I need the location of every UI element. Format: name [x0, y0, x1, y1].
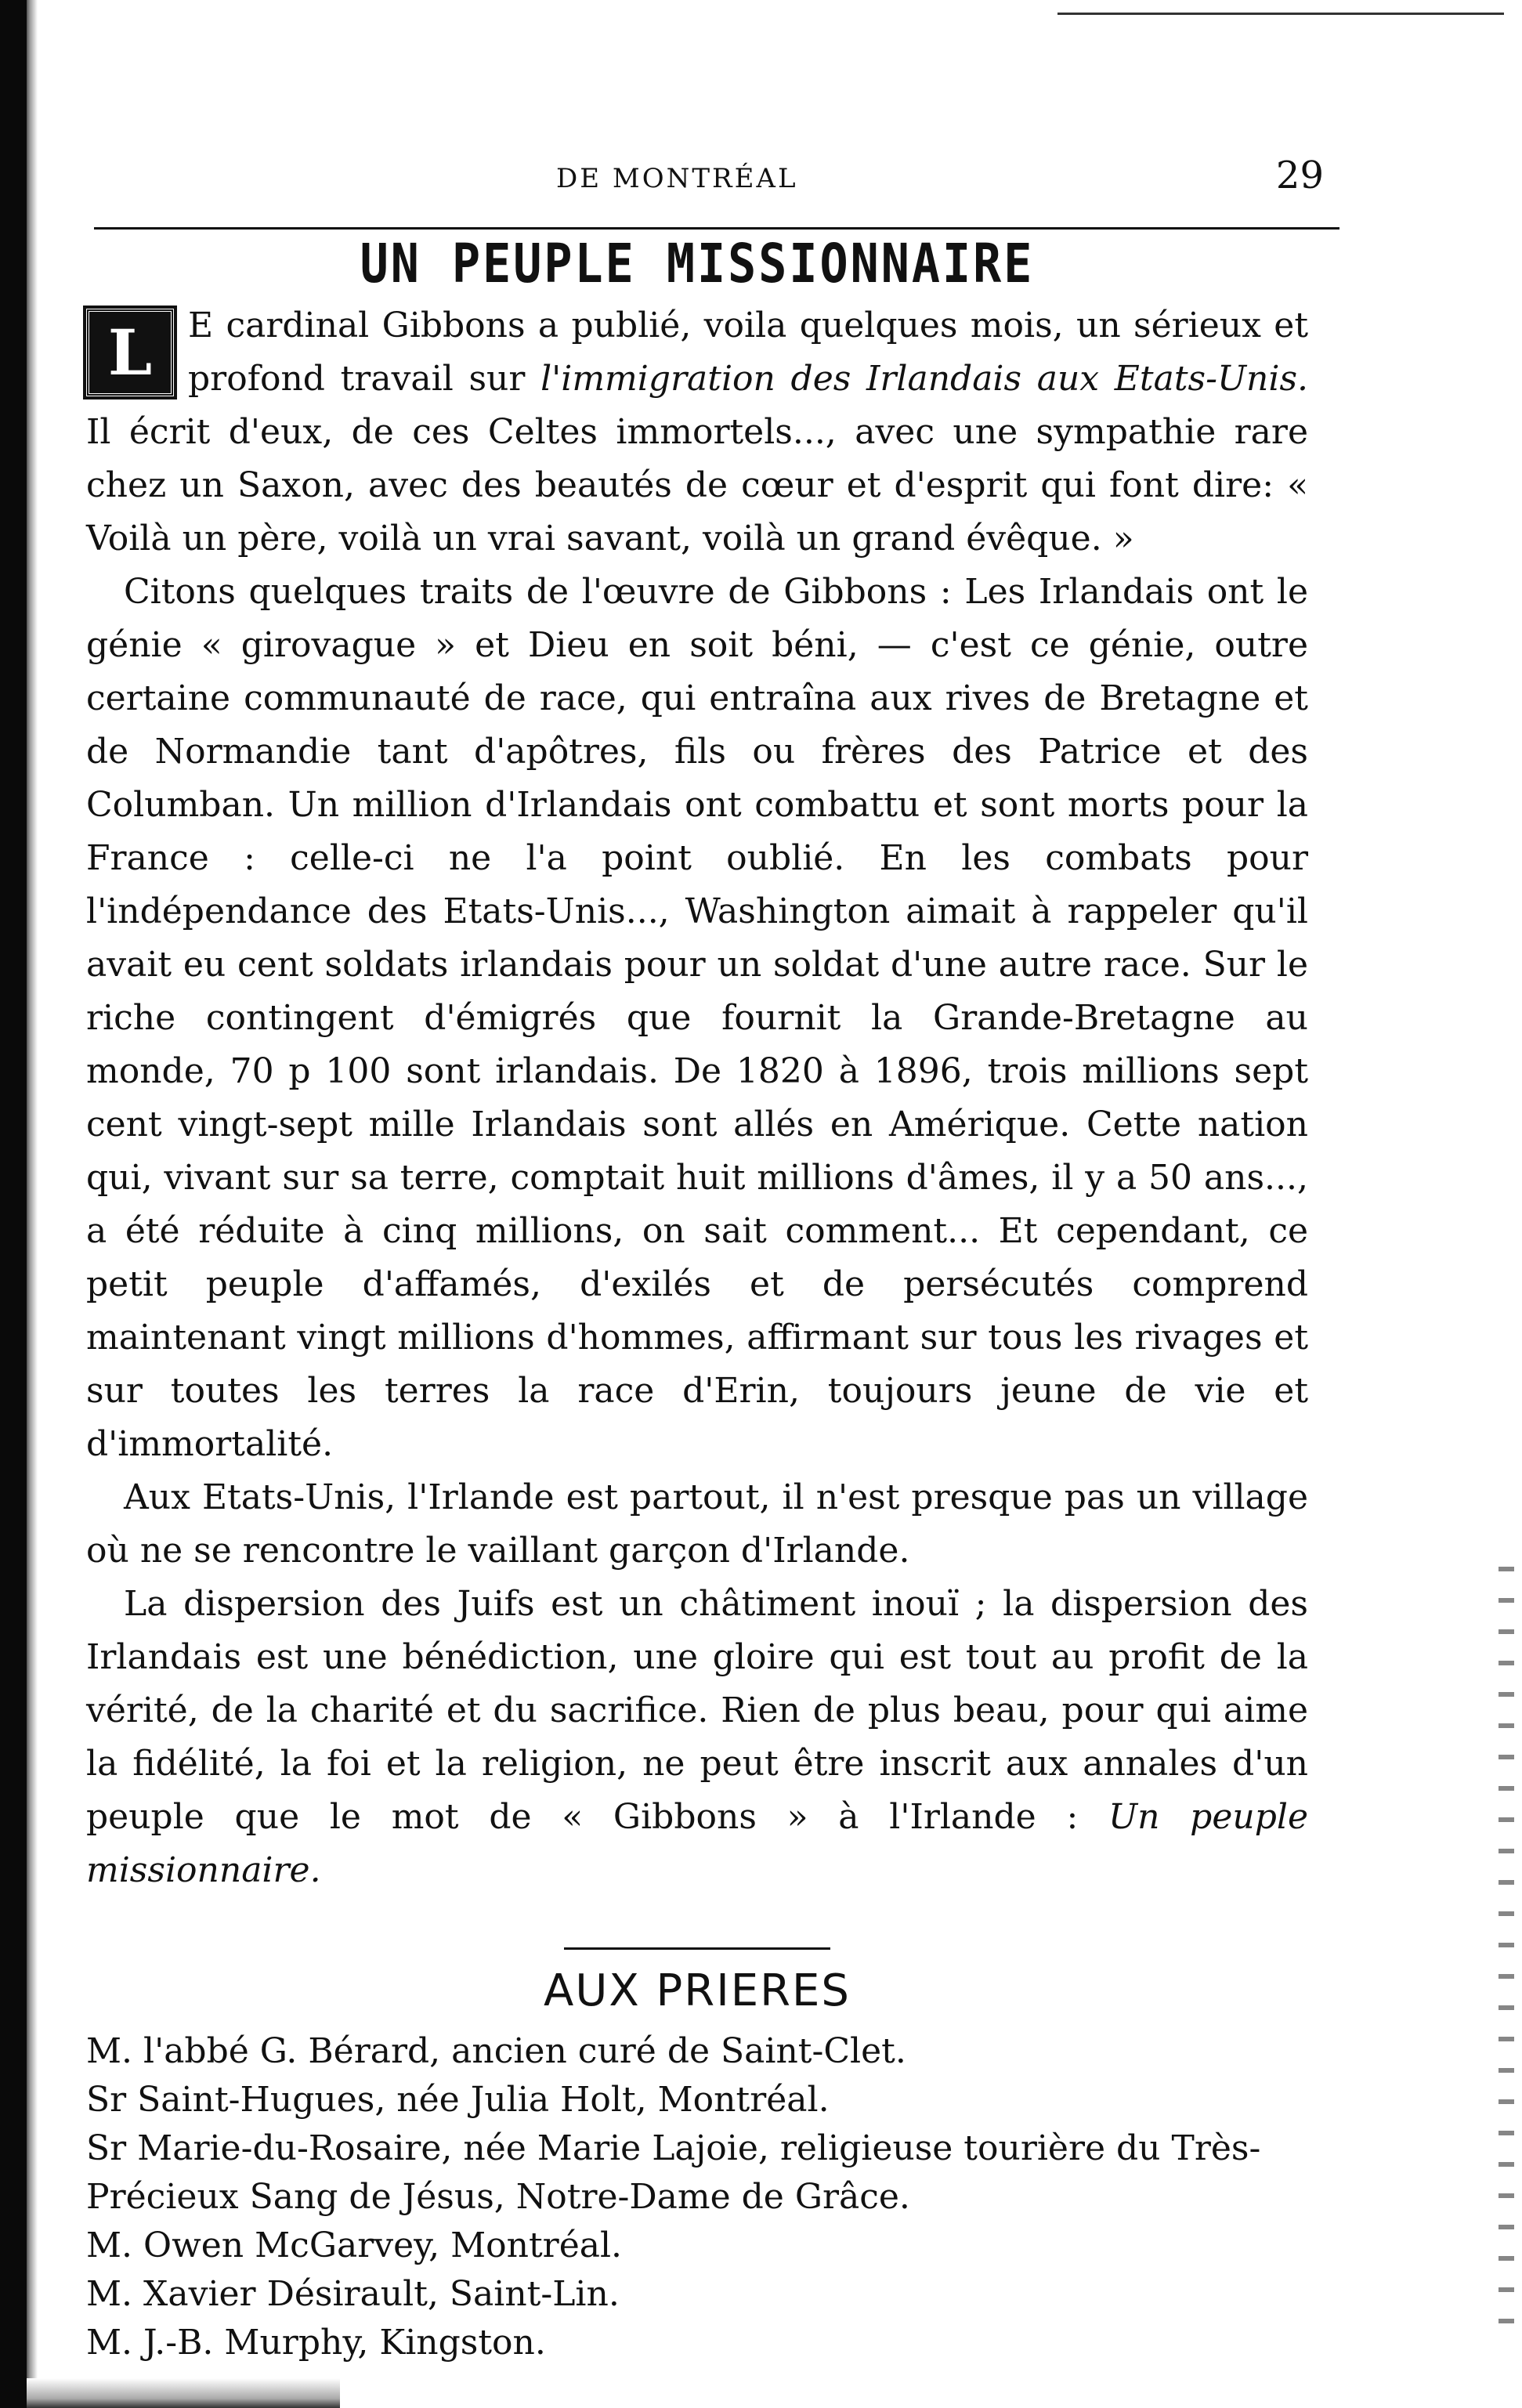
scan-binding-edge: [0, 0, 27, 2408]
paragraph-4: [86, 1578, 1308, 1897]
prayer-item: M. Xavier Désirault, Saint-Lin.: [86, 2274, 620, 2314]
running-head: DE MONTRÉAL: [556, 163, 798, 194]
paragraph-4-text: La dispersion des Juifs est un châtiment inouï ; la dispersion des Irlandais est une bénédiction, une gloire qui est tout au profit de la vérité, de la charité et du sacrifice. Rien de plus beau, pour qui aime la fidélité, la foi et la religion, ne peut être inscrit aux annales d'un peuple que le mot de « Gibbons » à l'Irlande :: [86, 1584, 1308, 1837]
prayer-item: Sr Marie-du-Rosaire, née Marie Lajoie, religieuse tourière du Très-Précieux Sang de Jésus, Notre-Dame de Grâce.: [86, 2128, 1261, 2217]
paragraph-4-italic: Un peuple missionnaire.: [86, 1797, 1308, 1890]
prayer-item: M. J.-B. Murphy, Kingston.: [86, 2323, 546, 2363]
prayer-list: [86, 2027, 1308, 2367]
article-title: UN PEUPLE MISSIONNAIRE: [360, 232, 1035, 296]
page-number: 29: [1275, 154, 1324, 197]
paragraph-1-italic: l'immigration des Irlandais aux Etats-Unis.: [540, 359, 1309, 399]
prayer-item: M. Owen McGarvey, Montréal.: [86, 2225, 623, 2265]
dropcap-letter: L: [86, 309, 174, 396]
scan-edge-shadow: [27, 0, 50, 2408]
scan-right-specks: [1499, 1567, 1514, 2350]
scan-top-mark: [1057, 13, 1504, 15]
section-divider: [564, 1947, 830, 1950]
header-rule: [94, 227, 1339, 230]
prayer-item: Sr Saint-Hugues, née Julia Holt, Montréal.: [86, 2080, 830, 2120]
paragraph-1-rest: Il écrit d'eux, de ces Celtes immortels..., avec une sympathie rare chez un Saxon, avec des beautés de cœur et d'esprit qui font dire: « Voilà un père, voilà un vrai savant, voilà un grand évêque. »: [86, 412, 1308, 559]
paragraph-3: Aux Etats-Unis, l'Irlande est partout, il n'est presque pas un village où ne se rencontre le vaillant garçon d'Irlande.: [86, 1477, 1308, 1571]
prayer-item: M. l'abbé G. Bérard, ancien curé de Saint-Clet.: [86, 2031, 906, 2071]
page-header: [86, 118, 1324, 204]
prayers-title: AUX PRIERES: [544, 1965, 851, 2016]
scan-bottom-shadow: [27, 2378, 340, 2408]
paragraph-2: Citons quelques traits de l'œuvre de Gibbons : Les Irlandais ont le génie « girovague » et Dieu en soit béni, — c'est ce génie, outre certaine communauté de race, qui entraîna aux rives de Bretagne et de Normandie tant d'apôtres, fils ou frères des Patrice et des Columban. Un million d'Irlandais ont combattu et sont morts pour la France : celle-ci ne l'a point oublié. En les combats pour l'indépendance des Etats-Unis..., Washington aimait à rappeler qu'il avait eu cent soldats irlandais pour un soldat d'une autre race. Sur le riche contingent d'émigrés que fournit la Grande-Bretagne au monde, 70 p 100 sont irlandais. De 1820 à 1896, trois millions sept cent vingt-sept mille Irlandais sont allés en Amérique. Cette nation qui, vivant sur sa terre, comptait huit millions d'âmes, il y a 50 ans..., a été réduite à cinq millions, on sait comment... Et cependant, ce petit peuple d'affamés, d'exilés et de persécutés comprend maintenant vingt millions d'hommes, affirmant sur tous les rivages et sur toutes les terres la race d'Erin, toujours jeune de vie et d'immortalité.: [86, 572, 1308, 1464]
book-page: [86, 118, 1324, 2367]
article-body: [86, 299, 1308, 1897]
paragraph-1: [86, 299, 1308, 566]
paragraph-1-text: E cardinal Gibbons a publié, voila quelques mois, un sérieux et profond travail sur: [188, 306, 1308, 399]
